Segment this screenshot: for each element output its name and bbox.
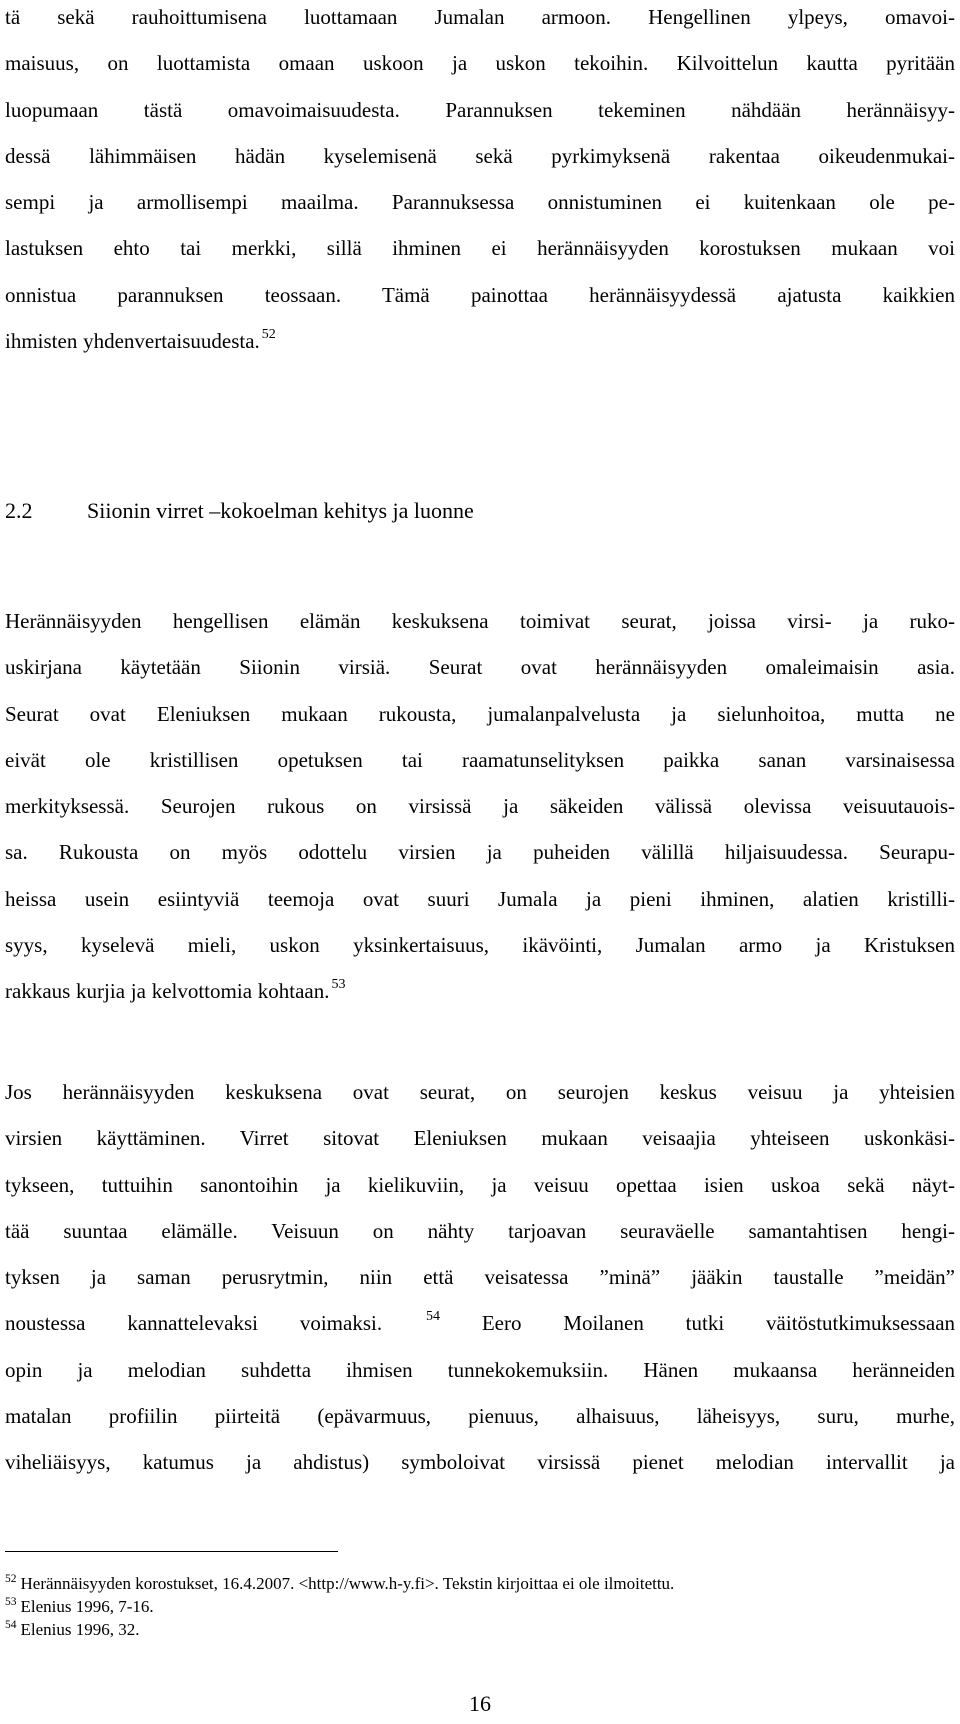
paragraph-repentance <box>5 0 955 364</box>
footnote-53 <box>5 1595 955 1618</box>
text-line: viheliäisyys, katumus ja ahdistus) symboloivat virsissä pienet melodian intervallit ja <box>5 1450 955 1475</box>
footnote-ref-52[interactable]: 52 <box>261 326 276 342</box>
text-segment: Eero Moilanen tutki väitöstutkimuksessaan <box>481 1311 956 1336</box>
text-line: Herännäisyyden hengellisen elämän keskuksena toimivat seurat, joissa virsi- ja ruko- <box>5 609 955 633</box>
paragraph-seurat <box>5 598 955 1015</box>
text-line: merkityksessä. Seurojen rukous on virsissä ja säkeiden välissä olevissa veisuutauois- <box>5 794 955 819</box>
text-line: lastuksen ehto tai merkki, sillä ihminen ei herännäisyyden korostuksen mukaan voi <box>5 236 955 261</box>
footnote-text: Herännäisyyden korostukset, 16.4.2007. <http://www.h-y.fi>. Tekstin kirjoittaa ei ole ilmoitettu. <box>20 1574 675 1593</box>
footnote-ref-53[interactable]: 53 <box>331 976 346 992</box>
footnote-54 <box>5 1618 955 1641</box>
text-line: Jos herännäisyyden keskuksena ovat seurat, on seurojen keskus veisuu ja yhteisien <box>5 1080 955 1104</box>
footnote-number: 54 <box>5 1619 17 1632</box>
paragraph-veisuu <box>5 1069 955 1486</box>
section-number: 2.2 <box>5 498 33 523</box>
text-line: rakkaus kurjia ja kelvottomia kohtaan. <box>5 979 330 1004</box>
text-line: heissa usein esiintyviä teemoja ovat suuri Jumala ja pieni ihminen, alatien kristilli- <box>5 886 955 911</box>
footnote-separator <box>5 1551 338 1552</box>
text-line-last <box>5 318 955 364</box>
text-line-with-footnote <box>5 1300 955 1346</box>
text-line: tää suuntaa elämälle. Veisuun on nähty tarjoavan seuraväelle samantahtisen hengi- <box>5 1218 955 1243</box>
text-line-last <box>5 968 955 1014</box>
text-line: luopumaan tästä omavoimaisuudesta. Parannuksen tekeminen nähdään herännäisyy- <box>5 97 955 122</box>
page-number: 16 <box>469 1691 491 1716</box>
footnote-number: 52 <box>5 1573 17 1586</box>
text-line: tä sekä rauhoittumisena luottamaan Jumalan armoon. Hengellinen ylpeys, omavoi- <box>5 5 955 29</box>
text-line: onnistua parannuksen teossaan. Tämä painottaa herännäisyydessä ajatusta kaikkien <box>5 282 955 307</box>
text-line: tyksen ja saman perusrytmin, niin että veisatessa ”minä” jääkin taustalle ”meidän” <box>5 1265 955 1290</box>
footnote-ref-54[interactable]: 54 <box>425 1308 440 1324</box>
text-line: syys, kyselevä mieli, uskon yksinkertaisuus, ikävöinti, Jumalan armo ja Kristuksen <box>5 933 955 958</box>
text-line: dessä lähimmäisen hädän kyselemisenä sekä pyrkimyksenä rakentaa oikeudenmukai- <box>5 143 955 168</box>
text-segment: noustessa kannattelevaksi voimaksi. <box>5 1311 383 1336</box>
text-line: sa. Rukousta on myös odottelu virsien ja puheiden välillä hiljaisuudessa. Seurapu- <box>5 840 955 865</box>
text-line: tykseen, tuttuihin sanontoihin ja kielikuviin, ja veisuu opettaa isien uskoa sekä näyt- <box>5 1172 955 1197</box>
footnote-number: 53 <box>5 1596 17 1609</box>
text-line: ihmisten yhdenvertaisuudesta. <box>5 329 260 354</box>
section-heading <box>5 496 474 526</box>
footnote-text: Elenius 1996, 7-16. <box>20 1597 154 1616</box>
text-line: matalan profiilin piirteitä (epävarmuus, pienuus, alhaisuus, läheisyys, suru, murhe, <box>5 1404 955 1429</box>
text-line: virsien käyttäminen. Virret sitovat Eleniuksen mukaan veisaajia yhteiseen uskonkäsi- <box>5 1126 955 1151</box>
text-line: maisuus, on luottamista omaan uskoon ja uskon tekoihin. Kilvoittelun kautta pyritään <box>5 51 955 76</box>
text-line: sempi ja armollisempi maailma. Parannuksessa onnistuminen ei kuitenkaan ole pe- <box>5 190 955 215</box>
footnotes <box>5 1572 955 1641</box>
section-title: Siionin virret –kokoelman kehitys ja luonne <box>87 498 474 523</box>
footnote-text: Elenius 1996, 32. <box>20 1620 140 1639</box>
document-page <box>5 0 955 1724</box>
footnote-52 <box>5 1572 955 1595</box>
text-line: uskirjana käytetään Siionin virsiä. Seurat ovat herännäisyyden omaleimaisin asia. <box>5 655 955 680</box>
text-line: eivät ole kristillisen opetuksen tai raamatunselityksen paikka sanan varsinaisessa <box>5 747 955 772</box>
text-line: opin ja melodian suhdetta ihmisen tunnekokemuksiin. Hänen mukaansa heränneiden <box>5 1357 955 1382</box>
text-line: Seurat ovat Eleniuksen mukaan rukousta, jumalanpalvelusta ja sielunhoitoa, mutta ne <box>5 701 955 726</box>
